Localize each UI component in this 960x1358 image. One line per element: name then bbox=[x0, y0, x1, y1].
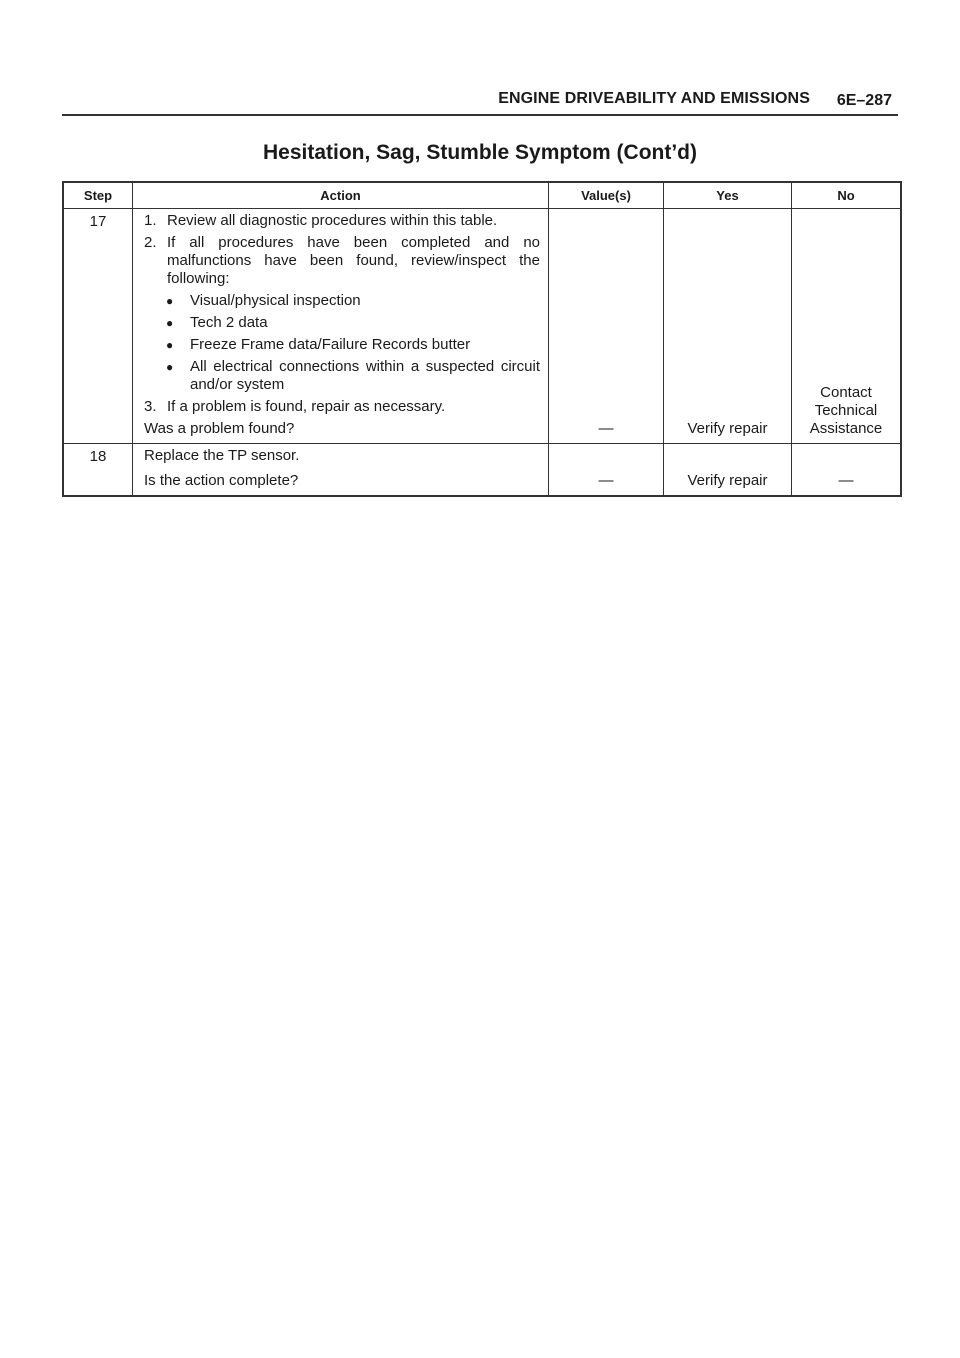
table-row bbox=[63, 444, 901, 497]
no-cell bbox=[792, 444, 902, 497]
table-row bbox=[63, 209, 901, 444]
action-text: Replace the TP sensor. bbox=[144, 447, 300, 464]
values-text: — bbox=[598, 420, 614, 437]
question-text: Was a problem found? bbox=[144, 420, 295, 437]
action-cell bbox=[133, 444, 549, 497]
values-cell bbox=[549, 444, 664, 497]
page-number: 6E–287 bbox=[836, 92, 892, 109]
no-text-line: Contact bbox=[820, 384, 872, 401]
item-text: Review all diagnostic procedures within this table. bbox=[167, 212, 498, 229]
bullet-item bbox=[144, 292, 540, 310]
values-cell bbox=[549, 209, 664, 444]
col-header-values: Value(s) bbox=[549, 182, 664, 209]
action-item bbox=[144, 398, 540, 416]
no-text-line: Technical bbox=[814, 402, 878, 419]
bullet-text: Tech 2 data bbox=[190, 314, 268, 331]
bullet-item bbox=[144, 358, 540, 394]
item-text: If all procedures have been completed and no malfunctions have been found, review/inspect the following: bbox=[167, 234, 540, 287]
action-item bbox=[144, 234, 540, 288]
table-header-row bbox=[63, 182, 901, 209]
col-header-yes: Yes bbox=[664, 182, 792, 209]
bullet-text: Visual/physical inspection bbox=[190, 292, 361, 309]
no-cell bbox=[792, 209, 902, 444]
bullet-icon: ● bbox=[166, 316, 174, 330]
bullet-icon: ● bbox=[166, 294, 174, 308]
page-header bbox=[62, 88, 898, 116]
action-cell bbox=[133, 209, 549, 444]
values-text: — bbox=[598, 472, 614, 489]
yes-cell bbox=[664, 209, 792, 444]
diagnostic-table bbox=[62, 181, 902, 497]
item-number: 3. bbox=[144, 398, 157, 415]
bullet-icon: ● bbox=[166, 338, 174, 352]
section-title: ENGINE DRIVEABILITY AND EMISSIONS bbox=[498, 90, 810, 107]
yes-text: Verify repair bbox=[687, 472, 768, 489]
step-cell: 17 bbox=[63, 209, 133, 444]
item-text: If a problem is found, repair as necessary. bbox=[167, 398, 446, 415]
bullet-item bbox=[144, 314, 540, 332]
col-header-no: No bbox=[792, 182, 902, 209]
item-number: 2. bbox=[144, 234, 157, 251]
bullet-text: Freeze Frame data/Failure Records butter bbox=[190, 336, 471, 353]
col-header-step: Step bbox=[63, 182, 133, 209]
item-number: 1. bbox=[144, 212, 157, 229]
bullet-item bbox=[144, 336, 540, 354]
yes-cell bbox=[664, 444, 792, 497]
yes-text: Verify repair bbox=[687, 420, 768, 437]
page-title: Hesitation, Sag, Stumble Symptom (Cont’d) bbox=[262, 141, 698, 164]
bullet-icon: ● bbox=[166, 360, 174, 374]
step-cell: 18 bbox=[63, 444, 133, 497]
no-text: — bbox=[838, 472, 854, 489]
action-item bbox=[144, 212, 540, 230]
question-text: Is the action complete? bbox=[144, 472, 299, 489]
bullet-text: All electrical connections within a suspected circuit and/or system bbox=[190, 358, 540, 393]
no-text-line: Assistance bbox=[809, 420, 883, 437]
col-header-action: Action bbox=[133, 182, 549, 209]
